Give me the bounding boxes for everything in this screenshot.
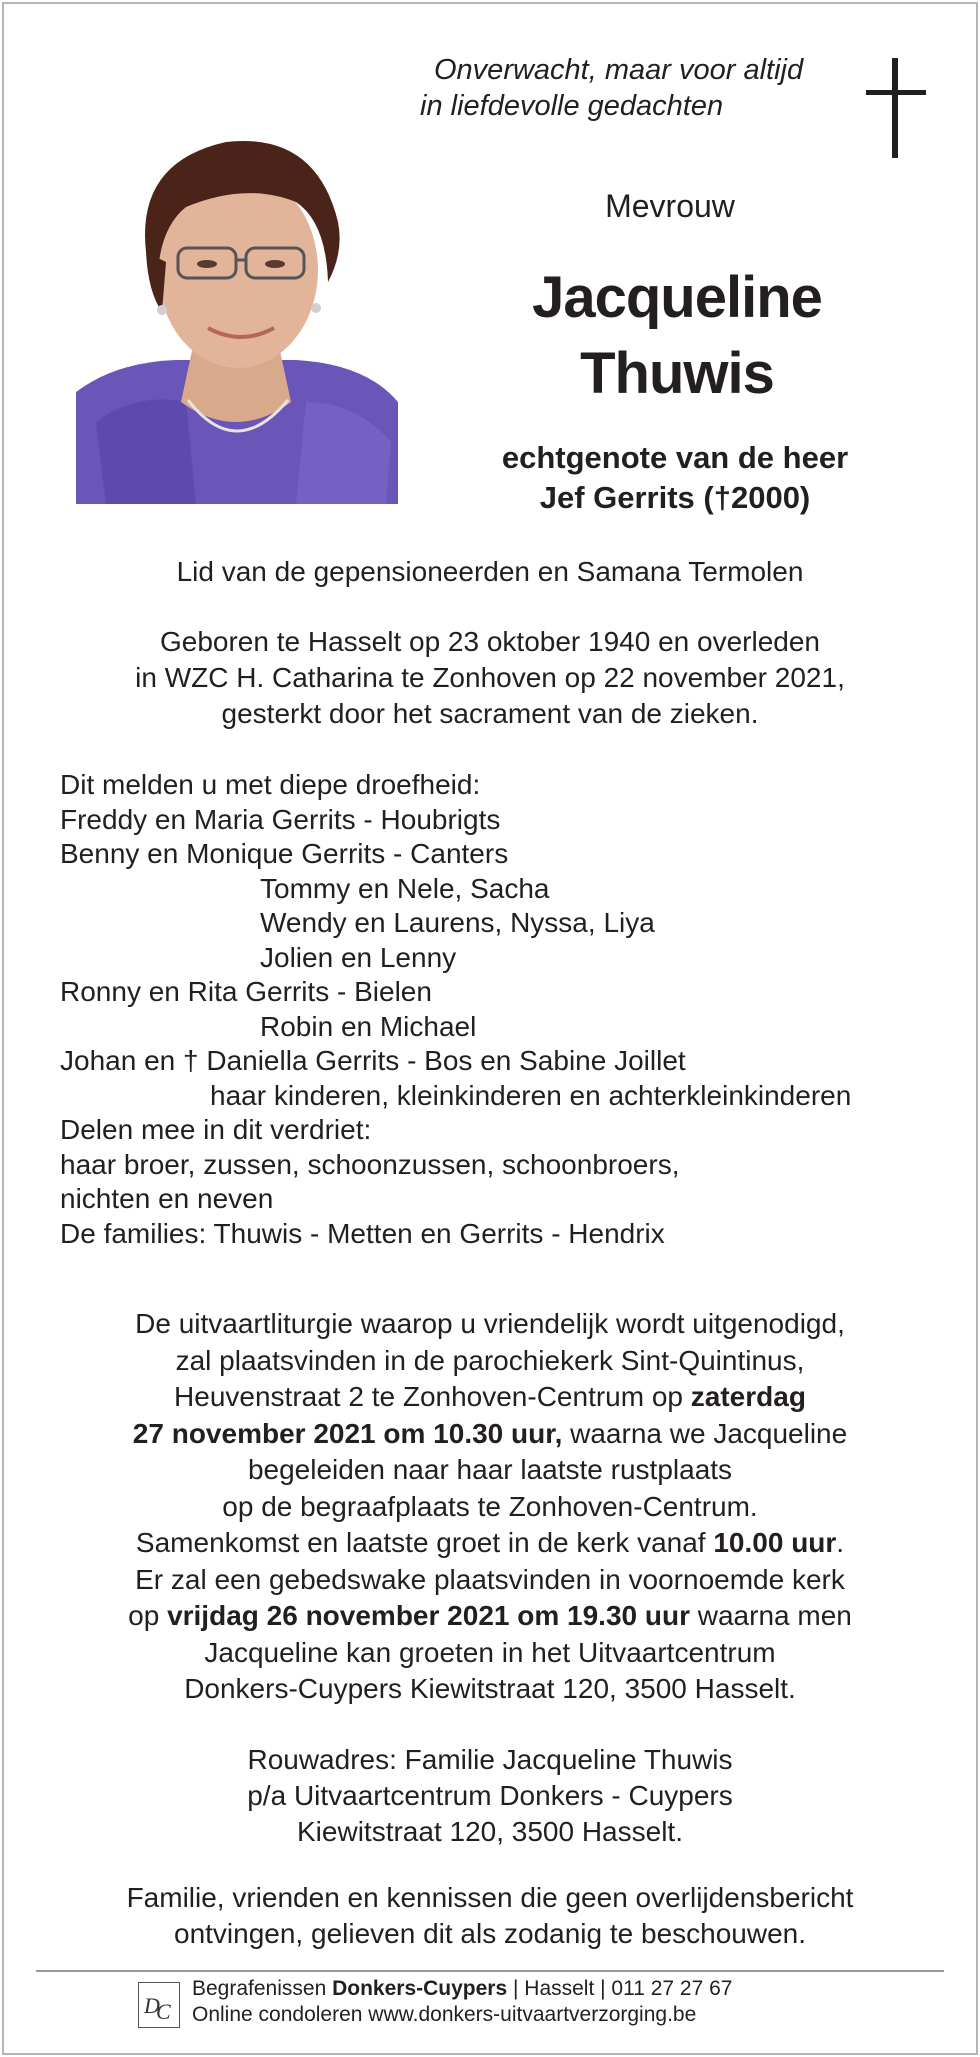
notice-line: Familie, vrienden en kennissen die geen overlijdensbericht (126, 1882, 854, 1913)
family-line: Johan en † Daniella Gerrits - Bos en Sabine Joillet (60, 1045, 686, 1076)
company-logo (138, 1982, 180, 2028)
funeral-line: op vrijdag 26 november 2021 om 19.30 uur waarna men (128, 1600, 852, 1631)
svg-text:C: C (156, 1999, 171, 2024)
birth-death-line: Geboren te Hasselt op 23 oktober 1940 en overleden (159, 626, 820, 657)
family-line: Tommy en Nele, Sacha (260, 872, 550, 904)
first-name: Jacqueline (532, 265, 822, 330)
funeral-line: zal plaatsvinden in de parochiekerk Sint-Quintinus, (175, 1344, 805, 1376)
address-line: Kiewitstraat 120, 3500 Hasselt. (297, 1816, 683, 1847)
family-line: haar kinderen, kleinkinderen en achterkleinkinderen (210, 1079, 852, 1111)
funeral-paragraph (20, 1306, 960, 1708)
cross-icon (866, 58, 926, 158)
address-line: p/a Uitvaartcentrum Donkers - Cuypers (247, 1780, 733, 1811)
funeral-date: 27 november 2021 om 10.30 uur, (132, 1417, 563, 1449)
gathering-time: 10.00 uur (713, 1527, 837, 1558)
family-intro: Dit melden u met diepe droefheid: (60, 769, 481, 800)
funeral-line: De uitvaartliturgie waarop u vriendelijk wordt uitgenodigd, (135, 1308, 845, 1339)
birth-death-line: gesterkt door het sacrament van de zieken. (221, 698, 759, 729)
funeral-line: Donkers-Cuypers Kiewitstraat 120, 3500 Hasselt. (184, 1673, 796, 1704)
notice-line: ontvingen, gelieven dit als zodanig te beschouwen. (174, 1918, 806, 1949)
membership-line: Lid van de gepensioneerden en Samana Termolen (176, 556, 804, 587)
family-line: De families: Thuwis - Metten en Gerrits - Hendrix (60, 1217, 665, 1249)
deceased-name (450, 260, 904, 412)
family-line: nichten en neven (60, 1183, 274, 1214)
funeral-day: zaterdag (690, 1381, 806, 1412)
funeral-line: Samenkomst en laatste groet in de kerk vanaf 10.00 uur. (135, 1527, 845, 1558)
memorial-motto (420, 52, 840, 124)
vigil-date: vrijdag 26 november 2021 om 19.30 uur (167, 1600, 690, 1631)
footer-info (192, 1976, 952, 2028)
portrait-photo (76, 102, 398, 504)
family-line: Jolien en Lenny (260, 941, 457, 973)
funeral-line: Heuvenstraat 2 te Zonhoven-Centrum op zaterdag (174, 1381, 806, 1412)
family-list (60, 768, 960, 1251)
family-line: Ronny en Rita Gerrits - Bielen (60, 976, 432, 1007)
family-line: Benny en Monique Gerrits - Canters (60, 838, 509, 869)
notice-paragraph (20, 1880, 960, 1952)
salutation: Mevrouw (605, 188, 735, 224)
svg-text:D: D (144, 1993, 160, 2018)
funeral-line: 27 november 2021 om 10.30 uur, waarna we Jacqueline (132, 1417, 848, 1449)
spouse-info (430, 438, 920, 518)
footer-company-line: Begrafenissen Donkers-Cuypers | Hasselt | 011 27 27 67 (192, 1977, 733, 2000)
footer-divider (36, 1970, 944, 1972)
spouse-line-1: echtgenote van de heer (501, 440, 849, 475)
company-name: Donkers-Cuypers (332, 1977, 508, 2000)
last-name: Thuwis (580, 341, 774, 406)
family-line: Delen mee in dit verdriet: (60, 1114, 372, 1145)
funeral-line: op de begraafplaats te Zonhoven-Centrum. (222, 1490, 758, 1522)
family-line: Freddy en Maria Gerrits - Houbrigts (60, 803, 501, 835)
family-line: Wendy en Laurens, Nyssa, Liya (260, 907, 655, 938)
family-line: Robin en Michael (260, 1010, 477, 1042)
birth-death-paragraph (20, 624, 960, 732)
family-line: haar broer, zussen, schoonzussen, schoonbroers, (60, 1148, 680, 1180)
motto-line-1: Onverwacht, maar voor altijd (434, 54, 804, 86)
funeral-line: Er zal een gebedswake plaatsvinden in voornoemde kerk (135, 1563, 845, 1595)
birth-death-line: in WZC H. Catharina te Zonhoven op 22 november 2021, (135, 662, 845, 693)
motto-line-2: in liefdevolle gedachten (420, 90, 724, 122)
address-line: Rouwadres: Familie Jacqueline Thuwis (247, 1744, 733, 1775)
funeral-line: begeleiden naar haar laatste rustplaats (247, 1454, 733, 1485)
spouse-line-2: Jef Gerrits (†2000) (539, 480, 811, 515)
funeral-line: Jacqueline kan groeten in het Uitvaartcentrum (204, 1636, 776, 1668)
mourning-address (20, 1742, 960, 1850)
footer-online-link[interactable]: Online condoleren www.donkers-uitvaartverzorging.be (192, 2003, 697, 2026)
